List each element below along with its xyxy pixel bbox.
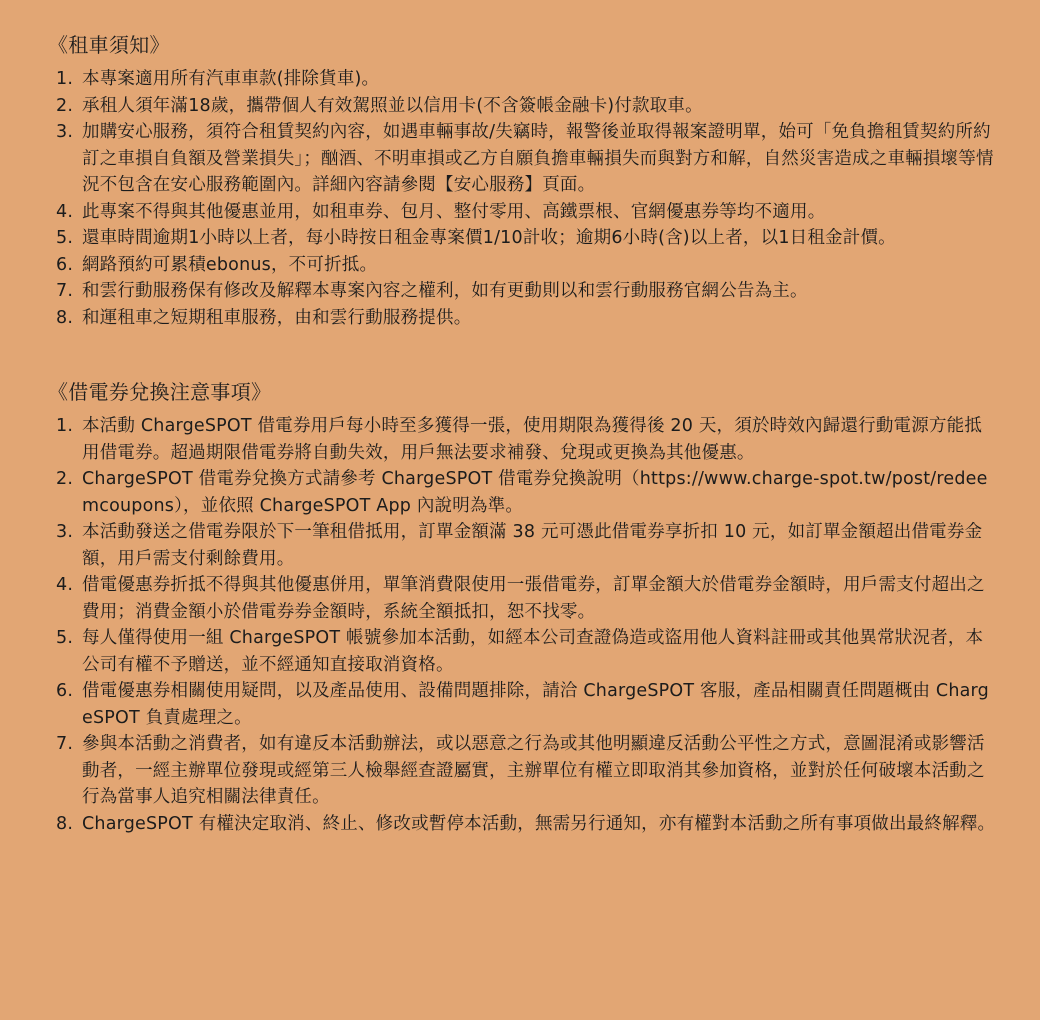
list-item	[48, 278, 1000, 305]
item-text: 本專案適用所有汽車車款(排除貨車)。	[82, 69, 380, 89]
item-number: 3.	[56, 122, 74, 142]
coupon-notice-section	[48, 375, 1000, 837]
item-text: ChargeSPOT 借電券兌換方式請參考 ChargeSPOT 借電券兌換說明（https://www.charge-spot.tw/post/redeemcoupons），並依照 ChargeSPOT App 內說明為準。	[82, 469, 988, 516]
item-number: 3.	[56, 522, 74, 542]
list-item	[48, 811, 1000, 838]
item-text: 網路預約可累積ebonus，不可折抵。	[82, 254, 378, 275]
item-number: 8.	[56, 813, 74, 834]
item-text: 借電優惠券相關使用疑問，以及產品使用、設備問題排除，請洽 ChargeSPOT 客服，產品相關責任問題概由 ChargeSPOT 負責處理之。	[82, 681, 989, 728]
list-item	[48, 519, 1000, 572]
item-number: 6.	[56, 254, 74, 275]
item-number: 7.	[56, 734, 74, 754]
coupon-notice-list	[48, 413, 1000, 837]
list-item	[48, 678, 1000, 731]
item-number: 4.	[56, 201, 74, 222]
list-item	[48, 225, 1000, 252]
item-number: 8.	[56, 307, 74, 328]
list-item	[48, 93, 1000, 120]
item-text: 借電優惠券折抵不得與其他優惠併用，單筆消費限使用一張借電券，訂單金額大於借電券金額時，用戶需支付超出之費用；消費金額小於借電券券金額時，系統全額抵扣，恕不找零。	[82, 575, 985, 622]
coupon-notice-title: 《借電券兌換注意事項》	[48, 380, 272, 404]
item-number: 2.	[56, 469, 74, 489]
list-item	[48, 625, 1000, 678]
item-text: 和運租車之短期租車服務，由和雲行動服務提供。	[82, 307, 472, 328]
list-item	[48, 119, 1000, 199]
item-number: 5.	[56, 628, 74, 648]
item-number: 1.	[56, 416, 74, 436]
list-item	[48, 66, 1000, 93]
item-text: 每人僅得使用一組 ChargeSPOT 帳號參加本活動，如經本公司查證偽造或盜用他人資料註冊或其他異常狀況者，本公司有權不予贈送，並不經通知直接取消資格。	[82, 628, 984, 675]
list-item	[48, 252, 1000, 279]
item-text: 和雲行動服務保有修改及解釋本專案內容之權利，如有更動則以和雲行動服務官網公告為主。	[82, 281, 808, 301]
item-number: 1.	[56, 69, 74, 89]
list-item	[48, 572, 1000, 625]
list-item	[48, 731, 1000, 811]
list-item	[48, 199, 1000, 226]
rental-notice-title: 《租車須知》	[48, 33, 170, 57]
rental-notice-section	[48, 28, 1000, 331]
item-number: 4.	[56, 575, 74, 595]
item-text: 參與本活動之消費者，如有違反本活動辦法，或以惡意之行為或其他明顯違反活動公平性之方式，意圖混淆或影響活動者，一經主辦單位發現或經第三人檢舉經查證屬實，主辦單位有權立即取消其參加資格，並對於任何破壞本活動之行為當事人追究相關法律責任。	[82, 734, 985, 807]
item-text: 本活動 ChargeSPOT 借電券用戶每小時至多獲得一張，使用期限為獲得後 20 天，須於時效內歸還行動電源方能抵用借電券。超過期限借電券將自動失效，用戶無法要求補發、兌現或更換為其他優惠。	[82, 416, 983, 463]
rental-notice-list	[48, 66, 1000, 331]
item-number: 5.	[56, 228, 74, 248]
item-number: 7.	[56, 281, 74, 301]
item-text: 此專案不得與其他優惠並用，如租車券、包月、整付零用、高鐵票根、官網優惠券等均不適用。	[82, 201, 826, 222]
item-number: 6.	[56, 681, 74, 701]
item-number: 2.	[56, 95, 74, 116]
item-text: 本活動發送之借電券限於下一筆租借抵用，訂單金額滿 38 元可憑此借電券享折扣 10 元，如訂單金額超出借電券金額，用戶需支付剩餘費用。	[82, 522, 983, 569]
item-text: 還車時間逾期1小時以上者，每小時按日租金專案價1/10計收；逾期6小時(含)以上者，以1日租金計價。	[82, 228, 896, 248]
item-text: 加購安心服務，須符合租賃契約內容，如遇車輛事故/失竊時，報警後並取得報案證明單，始可「免負擔租賃契約所約訂之車損自負額及營業損失」；酗酒、不明車損或乙方自願負擔車輛損失而與對方和解，自然災害造成之車輛損壞等情況不包含在安心服務範圍內。詳細內容請參閱【安心服務】頁面。	[82, 122, 994, 195]
list-item	[48, 305, 1000, 332]
item-text: ChargeSPOT 有權決定取消、終止、修改或暫停本活動，無需另行通知，亦有權對本活動之所有事項做出最終解釋。	[82, 813, 996, 834]
item-text: 承租人須年滿18歲，攜帶個人有效駕照並以信用卡(不含簽帳金融卡)付款取車。	[82, 95, 703, 116]
list-item	[48, 413, 1000, 466]
list-item	[48, 466, 1000, 519]
